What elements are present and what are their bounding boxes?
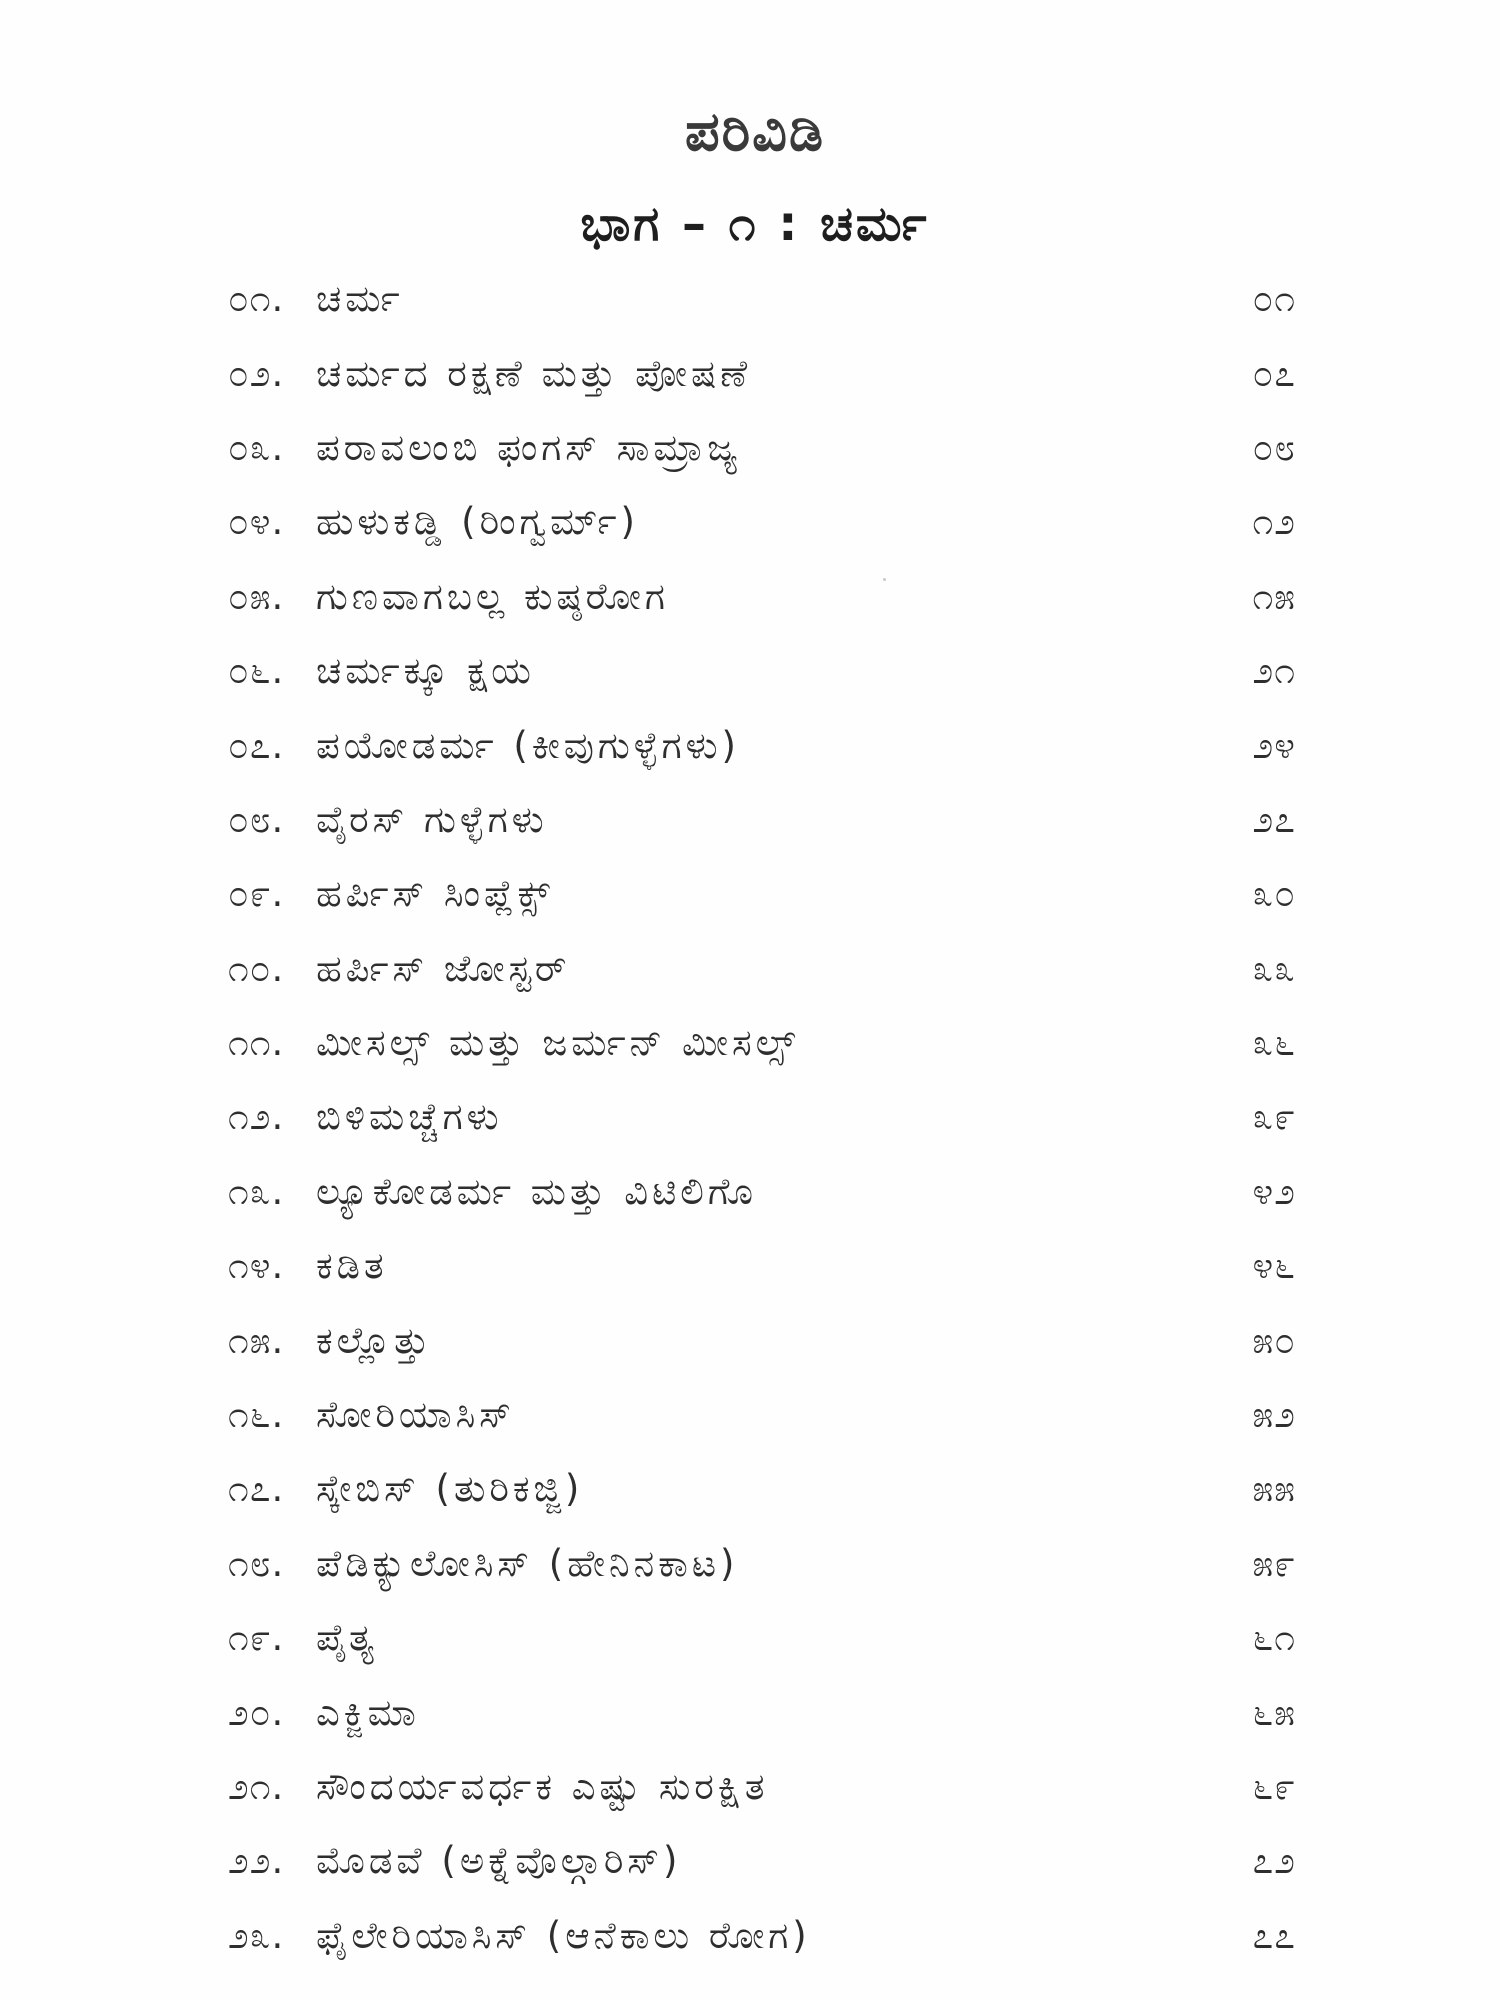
toc-entry-page: ೭೭ bbox=[1252, 1913, 1296, 1957]
toc-entry-page: ೬೧ bbox=[1252, 1616, 1296, 1660]
toc-entry-title: ಪಯೋಡರ್ಮ (ಕೀವುಗುಳ್ಳೆಗಳು) bbox=[316, 723, 740, 767]
toc-entry bbox=[228, 783, 1296, 857]
toc-entry-page: ೪೨ bbox=[1252, 1169, 1296, 1213]
toc-entry bbox=[228, 1452, 1296, 1526]
table-of-contents bbox=[228, 262, 1296, 1973]
toc-entry-title: ಪರಾವಲಂಬಿ ಫಂಗಸ್ ಸಾಮ್ರಾಜ್ಯ bbox=[316, 425, 742, 469]
toc-entry bbox=[228, 1824, 1296, 1898]
toc-entry-page: ೧೫ bbox=[1252, 574, 1296, 618]
toc-entry-number: ೧೭. bbox=[228, 1467, 285, 1511]
toc-entry-title: ಚರ್ಮಕ್ಕೂ ಕ್ಷಯ bbox=[316, 649, 535, 693]
toc-entry-page: ೫೯ bbox=[1252, 1541, 1296, 1585]
toc-entry-title: ಕಡಿತ bbox=[316, 1244, 388, 1288]
section-heading: ಭಾಗ – ೧ : ಚರ್ಮ bbox=[580, 196, 930, 252]
toc-entry-number: ೦೩. bbox=[228, 425, 285, 469]
toc-entry bbox=[228, 1675, 1296, 1749]
toc-entry-number: ೨೦. bbox=[228, 1690, 285, 1734]
toc-entry bbox=[228, 411, 1296, 485]
toc-entry-number: ೦೧. bbox=[228, 277, 285, 321]
toc-entry-number: ೦೯. bbox=[228, 872, 285, 916]
toc-entry bbox=[228, 932, 1296, 1006]
toc-entry bbox=[228, 1601, 1296, 1675]
toc-entry-page: ೦೧ bbox=[1252, 277, 1296, 321]
toc-entry-number: ೧೧. bbox=[228, 1021, 285, 1065]
toc-entry-title: ಚರ್ಮದ ರಕ್ಷಣೆ ಮತ್ತು ಪೋಷಣೆ bbox=[316, 351, 752, 395]
toc-entry-page: ೦೮ bbox=[1252, 425, 1296, 469]
toc-entry bbox=[228, 1750, 1296, 1824]
paper-speck bbox=[883, 578, 886, 581]
toc-entry bbox=[228, 1899, 1296, 1973]
toc-entry bbox=[228, 1080, 1296, 1154]
toc-entry-number: ೧೨. bbox=[228, 1095, 285, 1139]
toc-entry bbox=[228, 262, 1296, 336]
toc-entry bbox=[228, 1155, 1296, 1229]
toc-entry-page: ೫೨ bbox=[1252, 1393, 1296, 1437]
toc-entry-title: ಹರ್ಪಿಸ್ ಸಿಂಪ್ಲೆಕ್ಸ್ bbox=[316, 872, 554, 916]
toc-entry bbox=[228, 336, 1296, 410]
toc-entry-title: ಬಿಳಿಮಚ್ಚೆಗಳು bbox=[316, 1095, 503, 1139]
toc-entry-page: ೦೭ bbox=[1252, 351, 1296, 395]
toc-entry-page: ೫೫ bbox=[1252, 1467, 1296, 1511]
toc-entry-number: ೦೬. bbox=[228, 649, 285, 693]
toc-entry-number: ೧೦. bbox=[228, 946, 285, 990]
toc-entry bbox=[228, 1229, 1296, 1303]
toc-entry-number: ೧೬. bbox=[228, 1393, 285, 1437]
toc-entry-title: ಹರ್ಪಿಸ್ ಜೋಸ್ಟರ್ bbox=[316, 946, 571, 990]
toc-entry-title: ಸೋರಿಯಾಸಿಸ್ bbox=[316, 1393, 515, 1437]
toc-entry-number: ೦೭. bbox=[228, 723, 285, 767]
toc-entry bbox=[228, 1378, 1296, 1452]
toc-entry bbox=[228, 1527, 1296, 1601]
toc-entry-number: ೦೪. bbox=[228, 500, 285, 544]
toc-entry-number: ೧೯. bbox=[228, 1616, 285, 1660]
toc-entry-title: ಎಕ್ಜಿಮಾ bbox=[316, 1690, 420, 1734]
toc-entry-number: ೧೩. bbox=[228, 1169, 285, 1213]
toc-entry-page: ೨೧ bbox=[1252, 649, 1296, 693]
toc-entry-page: ೨೪ bbox=[1252, 723, 1296, 767]
toc-entry bbox=[228, 1303, 1296, 1377]
toc-entry-title: ಪೈತ್ಯ bbox=[316, 1616, 378, 1660]
toc-entry bbox=[228, 1006, 1296, 1080]
toc-entry-page: ೬೫ bbox=[1252, 1690, 1296, 1734]
toc-entry-title: ವೈರಸ್ ಗುಳ್ಳೆಗಳು bbox=[316, 797, 548, 841]
toc-entry-page: ೪೬ bbox=[1252, 1244, 1296, 1288]
toc-entry-number: ೧೫. bbox=[228, 1318, 285, 1362]
toc-entry bbox=[228, 560, 1296, 634]
toc-entry-title: ಸ್ಕೇಬಿಸ್ (ತುರಿಕಜ್ಜಿ) bbox=[316, 1467, 584, 1511]
toc-entry-title: ಕಲ್ಲೊತ್ತು bbox=[316, 1318, 433, 1362]
toc-entry-number: ೨೧. bbox=[228, 1765, 285, 1808]
toc-entry-number: ೦೮. bbox=[228, 797, 285, 841]
toc-entry-page: ೩೩ bbox=[1252, 946, 1296, 990]
toc-entry-page: ೩೦ bbox=[1252, 872, 1296, 916]
toc-entry-page: ೨೭ bbox=[1252, 797, 1296, 841]
toc-entry-title: ಚರ್ಮ bbox=[316, 277, 404, 321]
toc-entry-title: ಮೊಡವೆ (ಅಕ್ನೆವೊಲ್ಗಾರಿಸ್) bbox=[316, 1839, 682, 1883]
toc-entry-title: ಮೀಸಲ್ಸ್ ಮತ್ತು ಜರ್ಮನ್ ಮೀಸಲ್ಸ್ bbox=[316, 1021, 800, 1065]
toc-entry-number: ೧೪. bbox=[228, 1244, 285, 1288]
page-title: ಪರಿವಿಡಿ bbox=[685, 100, 825, 163]
toc-entry-number: ೨೩. bbox=[228, 1913, 285, 1957]
toc-entry-page: ೩೯ bbox=[1252, 1095, 1296, 1139]
toc-entry-title: ಪೆಡಿಕ್ಯುಲೋಸಿಸ್ (ಹೇನಿನಕಾಟ) bbox=[316, 1541, 739, 1585]
toc-entry-title: ಲ್ಯೂಕೋಡರ್ಮ ಮತ್ತು ವಿಟಿಲಿಗೊ bbox=[316, 1169, 757, 1213]
toc-entry-title: ಗುಣವಾಗಬಲ್ಲ ಕುಷ್ಠರೋಗ bbox=[316, 574, 669, 618]
toc-entry-number: ೧೮. bbox=[228, 1541, 285, 1585]
toc-entry-title: ಹುಳುಕಡ್ಡಿ (ರಿಂಗ್ವರ್ಮ್) bbox=[316, 500, 639, 544]
toc-entry bbox=[228, 485, 1296, 559]
toc-entry-number: ೦೨. bbox=[228, 351, 285, 395]
toc-entry-number: ೦೫. bbox=[228, 574, 285, 618]
toc-entry-title: ಸೌಂದರ್ಯವರ್ಧಕ ಎಷ್ಟು ಸುರಕ್ಷಿತ bbox=[316, 1765, 769, 1808]
toc-entry-page: ೧೨ bbox=[1252, 500, 1296, 544]
toc-entry-page: ೭೨ bbox=[1252, 1839, 1296, 1883]
toc-entry bbox=[228, 708, 1296, 782]
toc-entry bbox=[228, 634, 1296, 708]
toc-entry-page: ೫೦ bbox=[1252, 1318, 1296, 1362]
toc-entry bbox=[228, 857, 1296, 931]
toc-entry-page: ೬೯ bbox=[1252, 1765, 1296, 1808]
toc-entry-title: ಫೈಲೇರಿಯಾಸಿಸ್ (ಆನೆಕಾಲು ರೋಗ) bbox=[316, 1913, 811, 1957]
toc-entry-number: ೨೨. bbox=[228, 1839, 285, 1883]
toc-entry-page: ೩೬ bbox=[1252, 1021, 1296, 1065]
